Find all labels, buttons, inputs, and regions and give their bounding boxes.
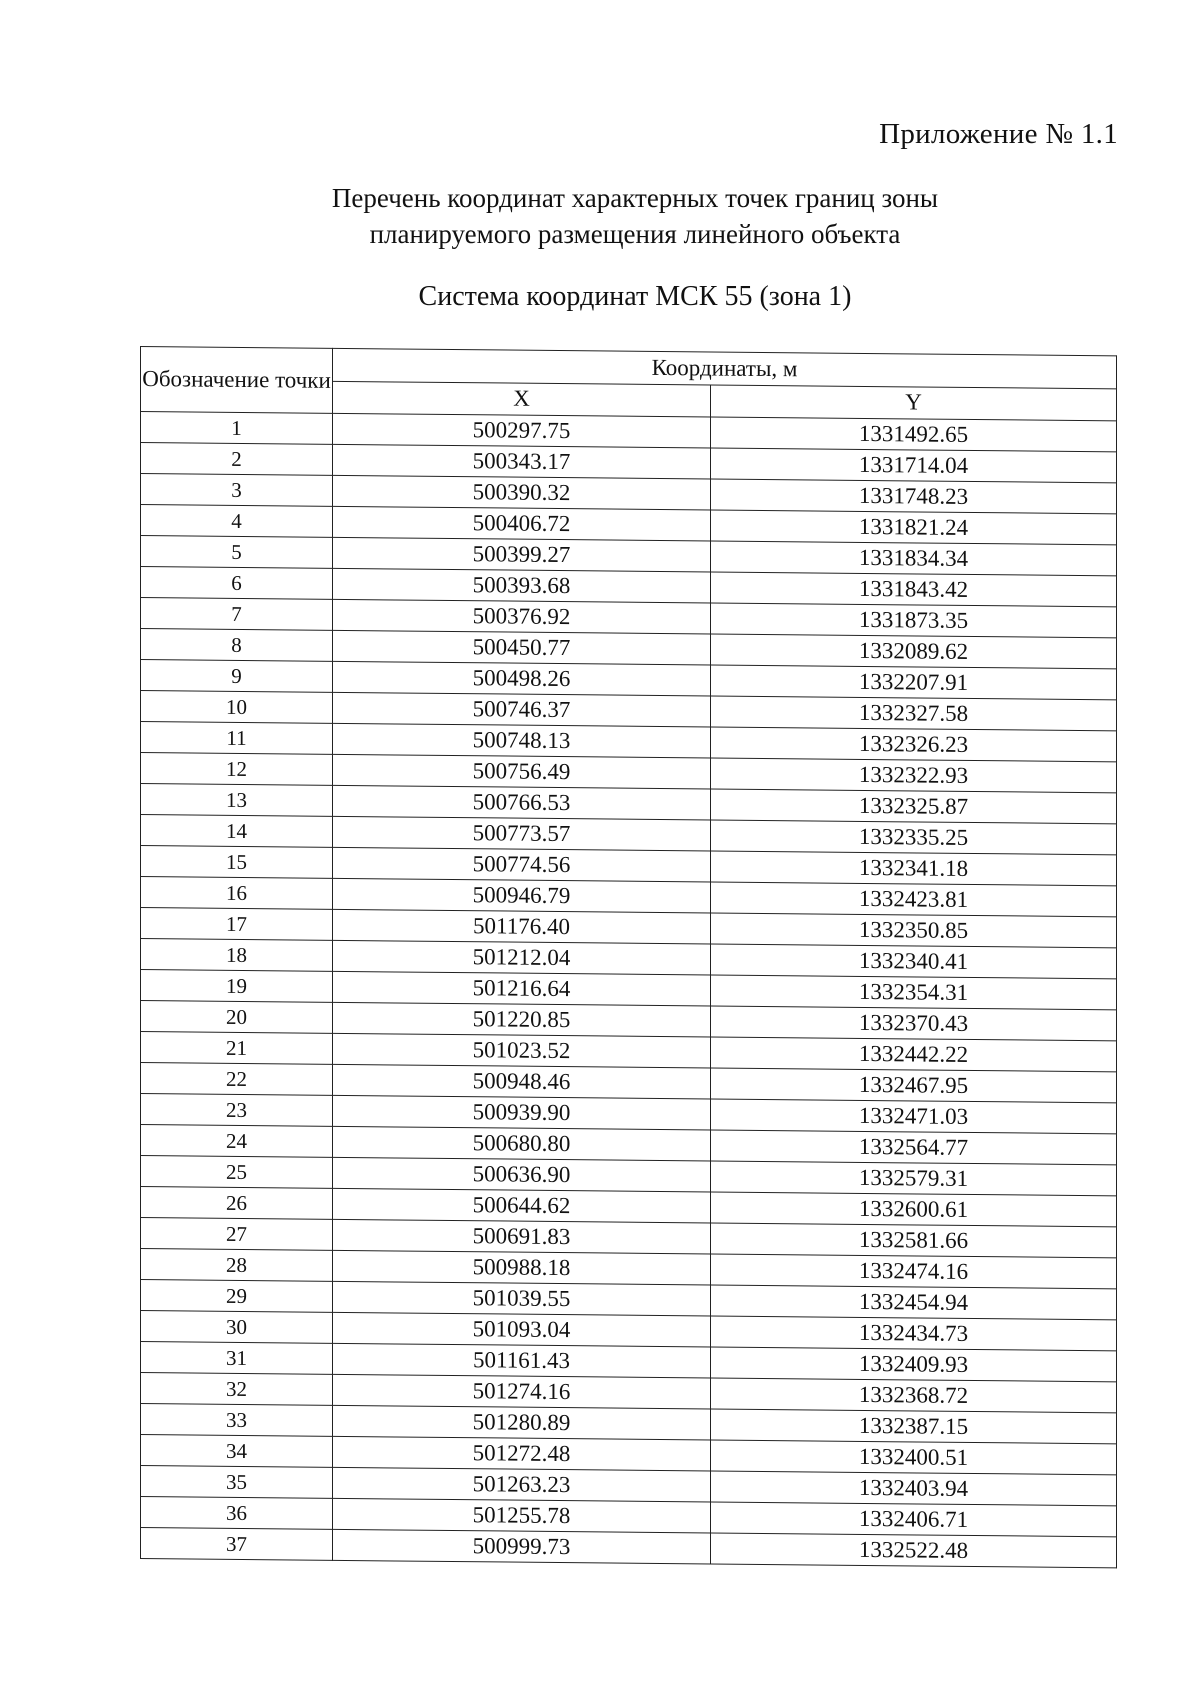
x-coordinate-cell: 501039.55 [333, 1281, 711, 1316]
y-coordinate-cell: 1332370.43 [711, 1006, 1117, 1041]
point-number-cell: 25 [141, 1156, 333, 1189]
point-number-cell: 15 [141, 846, 333, 879]
y-coordinate-cell: 1331714.04 [711, 448, 1117, 483]
y-coordinate-cell: 1332403.94 [711, 1471, 1117, 1506]
table-header [141, 347, 1117, 421]
y-coordinate-cell: 1331748.23 [711, 479, 1117, 514]
point-number-cell: 2 [141, 443, 333, 476]
x-coordinate-cell: 500766.53 [333, 785, 711, 820]
x-coordinate-cell: 501093.04 [333, 1312, 711, 1347]
x-coordinate-cell: 501220.85 [333, 1002, 711, 1037]
x-coordinate-cell: 501023.52 [333, 1033, 711, 1068]
point-number-cell: 19 [141, 970, 333, 1003]
x-coordinate-cell: 500691.83 [333, 1219, 711, 1254]
coordinates-table [140, 346, 1117, 1568]
y-coordinate-cell: 1332350.85 [711, 913, 1117, 948]
x-column-header: X [333, 381, 711, 417]
y-coordinate-cell: 1331843.42 [711, 572, 1117, 607]
y-coordinate-cell: 1332335.25 [711, 820, 1117, 855]
point-number-cell: 13 [141, 784, 333, 817]
y-coordinate-cell: 1332454.94 [711, 1285, 1117, 1320]
x-coordinate-cell: 500406.72 [333, 506, 711, 541]
point-number-cell: 8 [141, 629, 333, 662]
coordinate-system-label: Система координат МСК 55 (зона 1) [418, 281, 852, 312]
y-coordinate-cell: 1332579.31 [711, 1161, 1117, 1196]
x-coordinate-cell: 500376.92 [333, 599, 711, 634]
point-number-cell: 26 [141, 1187, 333, 1220]
title-line-2: планируемого размещения линейного объекта [369, 219, 901, 249]
x-coordinate-cell: 501263.23 [333, 1467, 711, 1502]
point-number-cell: 14 [141, 815, 333, 848]
x-coordinate-cell: 501274.16 [333, 1374, 711, 1409]
y-coordinate-cell: 1332340.41 [711, 944, 1117, 979]
x-coordinate-cell: 501255.78 [333, 1498, 711, 1533]
point-number-cell: 29 [141, 1280, 333, 1313]
y-coordinate-cell: 1332474.16 [711, 1254, 1117, 1289]
x-coordinate-cell: 501280.89 [333, 1405, 711, 1440]
point-number-cell: 1 [141, 412, 333, 445]
x-coordinate-cell: 500988.18 [333, 1250, 711, 1285]
point-number-cell: 30 [141, 1311, 333, 1344]
point-number-cell: 35 [141, 1466, 333, 1499]
point-number-cell: 34 [141, 1435, 333, 1468]
point-number-cell: 6 [141, 567, 333, 600]
y-coordinate-cell: 1332326.23 [711, 727, 1117, 762]
y-coordinate-cell: 1332400.51 [711, 1440, 1117, 1475]
point-number-cell: 11 [141, 722, 333, 755]
y-coordinate-cell: 1332406.71 [711, 1502, 1117, 1537]
y-coordinate-cell: 1332322.93 [711, 758, 1117, 793]
y-coordinate-cell: 1332327.58 [711, 696, 1117, 731]
y-coordinate-cell: 1331873.35 [711, 603, 1117, 638]
point-number-cell: 3 [141, 474, 333, 507]
y-coordinate-cell: 1332467.95 [711, 1068, 1117, 1103]
point-number-cell: 28 [141, 1249, 333, 1282]
point-number-cell: 36 [141, 1497, 333, 1530]
x-coordinate-cell: 500939.90 [333, 1095, 711, 1130]
point-designation-header: Обозначение точки [141, 347, 333, 414]
x-coordinate-cell: 501176.40 [333, 909, 711, 944]
y-column-header: Y [711, 384, 1117, 420]
point-number-cell: 5 [141, 536, 333, 569]
y-coordinate-cell: 1332423.81 [711, 882, 1117, 917]
point-number-cell: 16 [141, 877, 333, 910]
y-coordinate-cell: 1331492.65 [711, 417, 1117, 452]
point-number-cell: 22 [141, 1063, 333, 1096]
point-number-cell: 32 [141, 1373, 333, 1406]
y-coordinate-cell: 1332387.15 [711, 1409, 1117, 1444]
y-coordinate-cell: 1331834.34 [711, 541, 1117, 576]
x-coordinate-cell: 500644.62 [333, 1188, 711, 1223]
x-coordinate-cell: 500948.46 [333, 1064, 711, 1099]
point-number-cell: 9 [141, 660, 333, 693]
y-coordinate-cell: 1332409.93 [711, 1347, 1117, 1382]
x-coordinate-cell: 500393.68 [333, 568, 711, 603]
point-number-cell: 24 [141, 1125, 333, 1158]
y-coordinate-cell: 1332600.61 [711, 1192, 1117, 1227]
x-coordinate-cell: 500343.17 [333, 444, 711, 479]
point-number-cell: 10 [141, 691, 333, 724]
point-number-cell: 37 [141, 1528, 333, 1561]
y-coordinate-cell: 1332581.66 [711, 1223, 1117, 1258]
x-coordinate-cell: 500390.32 [333, 475, 711, 510]
y-coordinate-cell: 1332207.91 [711, 665, 1117, 700]
y-coordinate-cell: 1332368.72 [711, 1378, 1117, 1413]
title-line-1: Перечень координат характерных точек границ зоны [331, 183, 939, 213]
x-coordinate-cell: 501216.64 [333, 971, 711, 1006]
point-number-cell: 21 [141, 1032, 333, 1065]
point-number-cell: 23 [141, 1094, 333, 1127]
x-coordinate-cell: 500399.27 [333, 537, 711, 572]
x-coordinate-cell: 500498.26 [333, 661, 711, 696]
y-coordinate-cell: 1332434.73 [711, 1316, 1117, 1351]
point-number-cell: 18 [141, 939, 333, 972]
x-coordinate-cell: 500748.13 [333, 723, 711, 758]
y-coordinate-cell: 1332564.77 [711, 1130, 1117, 1165]
point-number-cell: 20 [141, 1001, 333, 1034]
x-coordinate-cell: 501161.43 [333, 1343, 711, 1378]
y-coordinate-cell: 1332089.62 [711, 634, 1117, 669]
point-number-cell: 31 [141, 1342, 333, 1375]
x-coordinate-cell: 500746.37 [333, 692, 711, 727]
point-number-cell: 17 [141, 908, 333, 941]
y-coordinate-cell: 1332442.22 [711, 1037, 1117, 1072]
coordinates-header: Координаты, м [333, 348, 1117, 388]
x-coordinate-cell: 500297.75 [333, 413, 711, 448]
y-coordinate-cell: 1332325.87 [711, 789, 1117, 824]
x-coordinate-cell: 500680.80 [333, 1126, 711, 1161]
x-coordinate-cell: 500773.57 [333, 816, 711, 851]
point-number-cell: 7 [141, 598, 333, 631]
x-coordinate-cell: 500450.77 [333, 630, 711, 665]
x-coordinate-cell: 500946.79 [333, 878, 711, 913]
x-coordinate-cell: 500636.90 [333, 1157, 711, 1192]
document-title [0, 180, 1200, 252]
x-coordinate-cell: 500756.49 [333, 754, 711, 789]
point-number-cell: 33 [141, 1404, 333, 1437]
y-coordinate-cell: 1332471.03 [711, 1099, 1117, 1134]
y-coordinate-cell: 1332354.31 [711, 975, 1117, 1010]
point-number-cell: 4 [141, 505, 333, 538]
point-number-cell: 27 [141, 1218, 333, 1251]
y-coordinate-cell: 1332341.18 [711, 851, 1117, 886]
table-body [141, 412, 1117, 1568]
appendix-label: Приложение № 1.1 [879, 118, 1118, 150]
y-coordinate-cell: 1332522.48 [711, 1533, 1117, 1568]
x-coordinate-cell: 501272.48 [333, 1436, 711, 1471]
x-coordinate-cell: 501212.04 [333, 940, 711, 975]
point-number-cell: 12 [141, 753, 333, 786]
x-coordinate-cell: 500999.73 [333, 1529, 711, 1564]
x-coordinate-cell: 500774.56 [333, 847, 711, 882]
y-coordinate-cell: 1331821.24 [711, 510, 1117, 545]
